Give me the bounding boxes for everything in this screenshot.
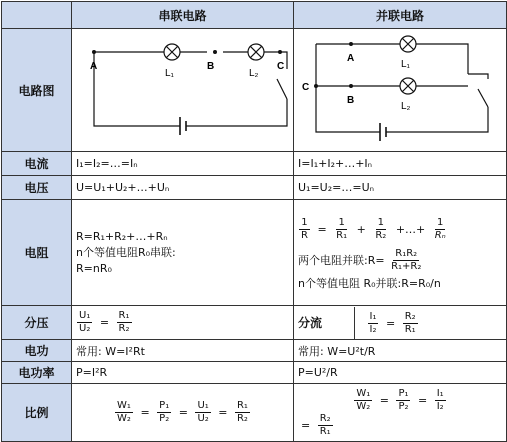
resistance-series-equal-formula: R=nR₀ (76, 261, 112, 275)
two-resistor-fraction: $\frac{\text{R₁R₂}}{\text{R₁+R₂}}$ (391, 248, 422, 272)
parallel-label-l1: L₁ (401, 59, 410, 70)
voltage-parallel: U₁=U₂=…=Uₙ (294, 176, 507, 200)
series-label-l2: L₂ (249, 68, 259, 79)
divide-parallel (294, 306, 507, 340)
series-label-a: A (90, 61, 98, 72)
power-series: P=I²R (72, 362, 294, 384)
row-label-work: 电功 (2, 340, 72, 362)
series-label-b: B (207, 61, 215, 72)
header-parallel: 并联电路 (294, 2, 507, 29)
work-series: 常用: W=I²Rt (72, 340, 294, 362)
resistance-parallel-equal: n个等值电阻 R₀并联:R=R₀/n (298, 276, 441, 290)
diagram-row (2, 29, 507, 152)
current-row (2, 152, 507, 176)
resistance-parallel-two: 两个电阻并联:R= $\frac{\text{R₁R₂}}{\text{R₁+R₂}}$ (298, 248, 422, 272)
row-label-current: 电流 (2, 152, 72, 176)
work-parallel: 常用: W=U²t/R (294, 340, 507, 362)
power-parallel: P=U²/R (294, 362, 507, 384)
row-label-resistance: 电阻 (2, 200, 72, 306)
voltage-series: U=U₁+U₂+…+Uₙ (72, 176, 294, 200)
divide-series: $\frac{\text{U₁}}{\text{U₂}}$ = $\frac{\text{R₁}}{\text{R₂}}$ (72, 306, 294, 340)
series-circuit-diagram (72, 29, 293, 148)
circuit-comparison-table (1, 1, 507, 442)
row-label-divide-voltage: 分压 (2, 306, 72, 340)
ratio-series: $\frac{\text{W₁}}{\text{W₂}}$ = $\frac{\text{P₁}}{\text{P₂}}$ = $\frac{\text{U₁}}{\text{U₂}}$ = $\frac{\text{R₁}}{\text{R₂}}$ (72, 384, 294, 442)
series-diagram-cell (72, 29, 294, 152)
power-row (2, 362, 507, 384)
voltage-row (2, 176, 507, 200)
resistance-series-sum: R=R₁+R₂+…+Rₙ (76, 229, 168, 243)
row-label-ratio: 比例 (2, 384, 72, 442)
resistance-row (2, 200, 507, 306)
work-row (2, 340, 507, 362)
row-label-divide-current: 分流 (294, 307, 355, 339)
recip-r-fraction: $\frac{1}{R}$ (301, 217, 308, 241)
ratio-parallel-top: $\frac{\text{W₁}}{\text{W₂}}$ = $\frac{\text{P₁}}{\text{P₂}}$ = $\frac{\text{I₁}}{\text{I₂}}$ (356, 387, 444, 412)
header-row (2, 2, 507, 29)
recip-r1-fraction: $\frac{1}{\text{R₁}}$ (336, 217, 348, 241)
current-parallel: I=I₁+I₂+…+Iₙ (294, 152, 507, 176)
parallel-label-a: A (347, 53, 355, 64)
resistance-parallel-reciprocal: $\frac{1}{R}$ = $\frac{1}{\text{R₁}}$ + $\frac{1}{\text{R₂}}$ +…+ $\frac{1}{\text{Rₙ}}$ (301, 217, 446, 241)
divide-parallel-formula: $\frac{\text{I₁}}{\text{I₂}}$ = $\frac{\text{R₂}}{\text{R₁}}$ (369, 311, 416, 335)
parallel-diagram-cell (294, 29, 507, 152)
series-label-l1: L₁ (165, 68, 174, 79)
recip-r2-fraction: $\frac{1}{\text{R₂}}$ (375, 217, 387, 241)
header-series: 串联电路 (72, 2, 294, 29)
current-series: I₁=I₂=…=Iₙ (72, 152, 294, 176)
resistance-series (72, 200, 294, 306)
ratio-row (2, 384, 507, 442)
row-label-voltage: 电压 (2, 176, 72, 200)
resistance-series-equal-note: n个等值电阻R₀串联: (76, 245, 176, 259)
row-label-diagram: 电路图 (2, 29, 72, 152)
series-label-c: C (277, 61, 285, 72)
ratio-parallel-bottom: = $\frac{\text{R₂}}{\text{R₁}}$ (301, 412, 331, 437)
header-blank-cell (2, 2, 72, 29)
recip-rn-fraction: $\frac{1}{\text{Rₙ}}$ (434, 217, 446, 241)
parallel-label-c: C (302, 82, 310, 93)
parallel-circuit-diagram (294, 29, 506, 148)
row-label-power: 电功率 (2, 362, 72, 384)
divide-row (2, 306, 507, 340)
ratio-parallel (294, 384, 507, 442)
resistance-parallel (294, 200, 507, 306)
parallel-label-b: B (347, 95, 355, 106)
parallel-label-l2: L₂ (401, 101, 411, 112)
